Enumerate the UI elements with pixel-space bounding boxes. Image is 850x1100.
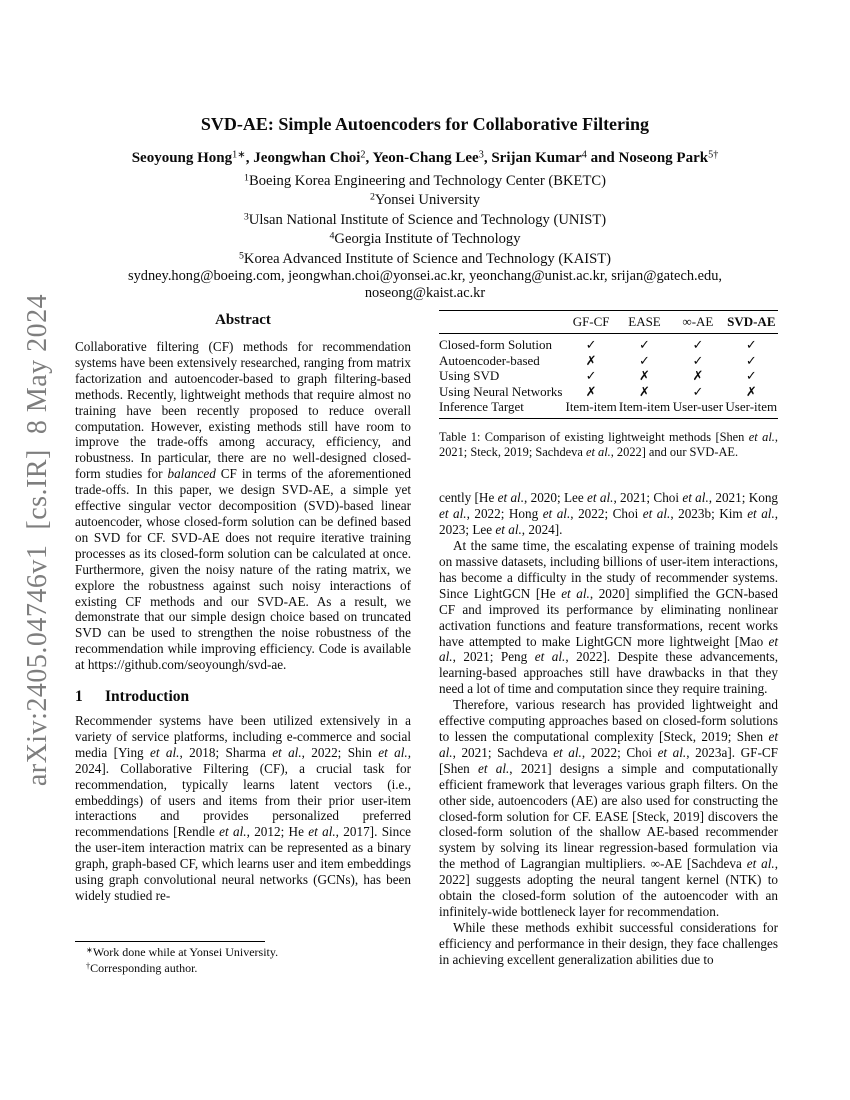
cell-mark: ✗ [692,368,704,384]
affiliation-text: Boeing Korea Engineering and Technology Center (BKETC) [248,173,606,189]
affiliations [0,172,850,269]
cell-mark: ✓ [745,352,757,368]
author-superscript: 5† [708,149,719,161]
cell-mark: ✗ [745,383,757,399]
abstract-text: Collaborative filtering (CF) methods for recommendation systems have been extensively researched, ranging from matrix factorization and autoencoder-based to graph filtering-based methods. Recently, lightweight methods that require almost no training have been recently proposed to reduce overall computation. However, existing methods still have room to improve the trade-offs among accuracy, efficiency, and robustness. In particular, there are no well-designed closed-form studies for balanced CF in terms of the aforementioned trade-offs. In this paper, we design SVD-AE, a simple yet effective singular vector decomposition (SVD)-based linear autoencoder, whose closed-form solution can be defined based on SVD for CF. SVD-AE does not require iterative training processes as its closed-form solution can be calculated at once. Furthermore, given the noisy nature of the rating matrix, we explore the robustness against such noisy interactions of existing CF methods and our SVD-AE. As a result, we demonstrate that our simple design choice based on truncated SVD can be used to strengthen the noise robustness of the recommendation while improving efficiency. Code is available at https://github.com/seoyoungh/svd-ae. [75,339,411,673]
footnote-marker: ∗ [86,945,93,955]
cell-mark: ✗ [639,383,650,399]
email-line: sydney.hong@boeing.com, jeongwhan.choi@yonsei.ac.kr, yeonchang@unist.ac.kr, srijan@gatech.edu, [127,268,722,284]
cell-mark: ✓ [692,337,704,352]
author-name: Jeongwhan Choi [253,150,361,166]
footnote-corresponding [75,961,411,977]
body-paragraph: At the same time, the escalating expense of training models on massive datasets, including billions of user-item interactions, has become a difficulty in the study of recommender systems. Since LightGCN [He et al., 2020] simplified the GCN-based CF and improved its performance by eliminating nonlinear activation functions and feature transformations, recent works have attempted to make LightGCN more lightweight [Mao et al., 2021; Peng et al., 2022]. Despite these advancements, learning-based approaches still have drawbacks in that they need a lot of time and computation since they require training. [439,538,778,697]
affiliation-line [0,172,850,191]
table-row [439,368,778,384]
paper-title: SVD-AE: Simple Autoencoders for Collaborative Filtering [200,114,650,134]
cell-value: User-item [725,399,778,415]
table-row [439,334,778,353]
affiliation-superscript: 2 [369,191,375,203]
footnote-text: Corresponding author. [90,960,198,975]
cell-mark: ✓ [585,337,597,352]
table-row [439,384,778,400]
affiliation-text: Korea Advanced Institute of Science and Technology (KAIST) [243,250,612,267]
table-header-ease: EASE [618,311,671,334]
author-superscript: 4 [581,149,587,161]
author-separator: , [245,150,254,166]
author [619,150,719,166]
left-column [75,310,411,904]
author-superscript: 3 [478,149,484,161]
table-caption: Table 1: Comparison of existing lightweight methods [Shen et al., 2021; Steck, 2019; Sachdeva et al., 2022] and our SVD-AE. [439,429,779,460]
affiliation-text: Ulsan National Institute of Science and Technology (UNIST) [248,211,607,228]
footnote-text: Work done while at Yonsei University. [92,945,279,959]
affiliation-line [0,211,850,230]
author [132,150,254,166]
cell-mark: ✓ [692,352,704,368]
affiliation-text: Georgia Institute of Technology [334,231,521,248]
footnote-marker: † [86,960,91,970]
table-header-gfcf: GF-CF [564,311,617,334]
author-superscript: 1∗ [232,149,246,161]
body-paragraph: While these methods exhibit successful considerations for efficiency and performance in their design, they face challenges in achieving excellent generalization abilities due to [439,919,778,967]
footnote-block [75,941,411,976]
table-header-svdae: SVD-AE [725,311,778,334]
footnote-work [75,945,411,961]
introduction-paragraph: Recommender systems have been utilized extensively in a variety of service platforms, including e-commerce and social media [Ying et al., 2018; Sharma et al., 2022; Shin et al., 2024]. Collaborative Filtering (CF), a crucial task for recommendation, typically learns latent vectors (i.e., embeddings) of users and items from their prior user-item interactions and provides personalized preferred recommendations [Rendle et al., 2012; He et al., 2017]. Since the user-item interaction matrix can be represented as a binary graph, graph-based CF, which learns user and item embeddings using graph convolutional neural networks (GCNs), has been widely studied re- [75,713,412,903]
affiliation-line [0,250,850,269]
table-header-row [439,311,778,334]
row-label: Closed-form Solution [439,337,553,352]
cell-mark: ✗ [639,368,650,384]
author [253,150,372,166]
row-label: Using Neural Networks [439,383,563,399]
cell-value: Item-item [565,399,617,415]
author-superscript: 2 [360,149,366,161]
section-title: Introduction [105,688,190,706]
arxiv-watermark: arXiv:2405.04746v1 [cs.IR] 8 May 2024 [22,293,53,787]
author-separator: , [365,150,373,166]
affiliation-line [0,191,850,210]
author-name: Srijan Kumar [491,150,582,166]
author [491,150,618,166]
author-name: Seoyoung Hong [131,150,233,166]
affiliation-superscript: 5 [238,250,244,262]
cell-mark: ✓ [692,383,704,399]
comparison-table [439,310,778,419]
author [372,150,491,166]
affiliation-superscript: 4 [329,230,335,242]
cell-value: User-user [672,399,724,415]
author-name: Noseong Park [618,150,709,166]
affiliation-superscript: 3 [243,211,249,223]
affiliation-superscript: 1 [244,172,249,184]
row-label: Inference Target [439,399,524,415]
cell-mark: ✓ [745,337,757,352]
table-row [439,353,778,369]
author-separator: , [483,150,492,166]
table-header-infae: ∞-AE [671,311,724,334]
cell-mark: ✓ [745,368,757,384]
row-label: Autoencoder-based [439,352,540,368]
abstract-heading: Abstract [215,312,271,328]
body-paragraph: cently [He et al., 2020; Lee et al., 2021; Choi et al., 2021; Kong et al., 2022; Hong et al., 2022; Choi et al., 2023b; Kim et al., 2023; Lee et al., 2024]. [439,490,779,538]
email-line: noseong@kaist.ac.kr [364,284,486,301]
introduction-heading [75,688,411,706]
cell-mark: ✗ [585,383,597,399]
author-separator: and [586,150,619,166]
affiliation-text: Yonsei University [374,192,481,209]
author-emails [0,268,850,301]
footnote-rule [75,941,265,942]
body-paragraph: Therefore, various research has provided lightweight and effective computing approaches based on closed-form solutions to lessen the computational complexity [Steck, 2019; Shen et al., 2021; Sachdeva et al., 2022; Choi et al., 2023a]. GF-CF [Shen et al., 2021] designs a simple and computationally efficient framework that leverages various graph filters. On the other side, autoencoders (AE) are also used for constructing the closed-form solution for CF. EASE [Steck, 2019] discovers the closed-form solution of the shallow AE-based recommender system by solving its linear regression-based formulation via the method of Lagrangian multipliers. ∞-AE [Sachdeva et al., 2022] suggests adopting the neural tangent kernel (NTK) to obtain the closed-form solution of the autoencoder with an infinitely-wide bottleneck layer for recommendation. [439,697,778,919]
table-row [439,399,778,418]
cell-mark: ✗ [585,352,597,368]
authors-line [0,150,850,167]
section-number: 1 [75,688,83,706]
cell-mark: ✓ [639,352,650,368]
right-column [439,310,778,968]
author-name: Yeon-Chang Lee [372,150,479,166]
table-header-empty [439,311,564,334]
cell-mark: ✓ [585,368,597,384]
affiliation-line [0,230,850,249]
cell-value: Item-item [618,399,671,415]
cell-mark: ✓ [639,337,650,352]
row-label: Using SVD [439,368,500,384]
